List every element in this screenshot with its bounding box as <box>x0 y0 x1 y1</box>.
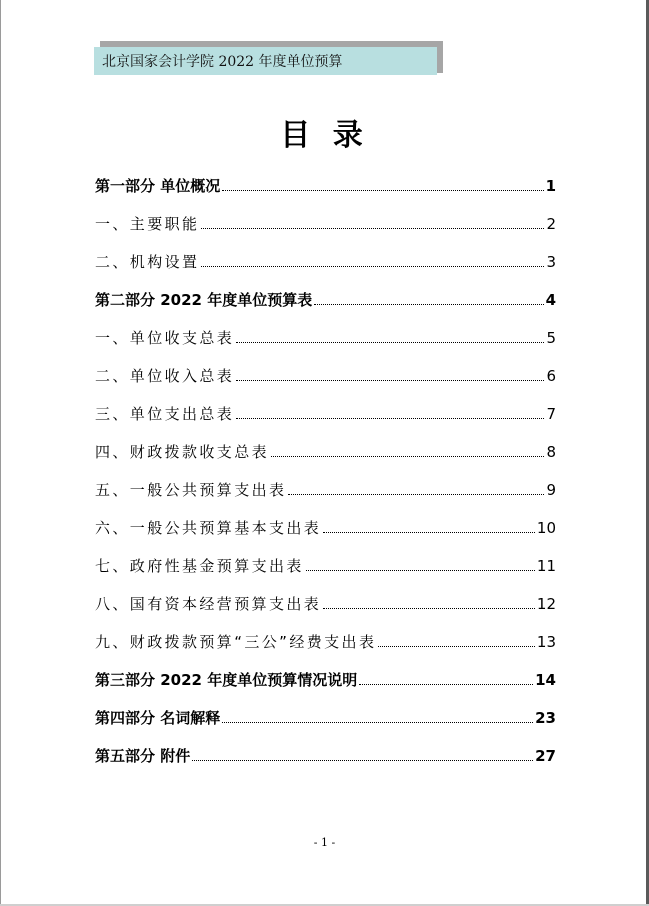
toc-entry-label: 五、一般公共预算支出表 <box>95 481 287 499</box>
toc-dot-leader <box>236 341 544 343</box>
toc-entry-label: 四、财政拨款收支总表 <box>95 443 270 461</box>
toc-entry[interactable] <box>95 628 556 652</box>
toc-page-number: 10 <box>536 519 556 537</box>
toc-dot-leader <box>236 417 544 419</box>
page-number: - 1 - <box>313 836 336 849</box>
toc-page-number: 13 <box>536 633 556 651</box>
toc-entry-label: 八、国有资本经营预算支出表 <box>95 595 322 613</box>
toc-entry-label: 第二部分 2022 年度单位预算表 <box>95 291 313 309</box>
toc-entry[interactable] <box>95 438 556 462</box>
toc-page-number: 8 <box>546 443 556 461</box>
toc-dot-leader <box>314 303 543 305</box>
toc-entry[interactable] <box>95 476 556 500</box>
toc-entry[interactable] <box>95 590 556 614</box>
toc-entry-label: 第一部分 单位概况 <box>95 177 221 195</box>
toc-page-number: 7 <box>546 405 556 423</box>
toc-page-number: 27 <box>535 747 556 765</box>
toc-page-number: 5 <box>546 329 556 347</box>
toc-entry[interactable] <box>95 210 556 234</box>
toc-entry-label: 三、单位支出总表 <box>95 405 235 423</box>
page-title: 目 录 <box>280 118 369 153</box>
toc-entry-label: 七、政府性基金预算支出表 <box>95 557 304 575</box>
toc-entry-label: 九、财政拨款预算“三公”经费支出表 <box>95 633 377 651</box>
toc-page-number: 9 <box>546 481 556 499</box>
toc-entry-label: 第五部分 附件 <box>95 747 191 765</box>
toc-dot-leader <box>378 645 535 647</box>
toc-entry-part-3[interactable] <box>95 666 556 690</box>
toc-dot-leader <box>323 531 535 533</box>
toc-entry[interactable] <box>95 362 556 386</box>
toc-entry-label: 二、单位收入总表 <box>95 367 235 385</box>
toc-entry-label: 二、机构设置 <box>95 253 200 271</box>
toc-entry-label: 六、一般公共预算基本支出表 <box>95 519 322 537</box>
toc-page-number: 11 <box>536 557 556 575</box>
toc-entry[interactable] <box>95 324 556 348</box>
toc-entry[interactable] <box>95 514 556 538</box>
toc-page-number: 14 <box>535 671 556 689</box>
toc-entry-part-5[interactable] <box>95 742 556 766</box>
toc-page-number: 23 <box>535 709 556 727</box>
toc-entry-label: 一、主要职能 <box>95 215 200 233</box>
toc-entry[interactable] <box>95 248 556 272</box>
toc-dot-leader <box>192 759 533 761</box>
toc-entry-part-2[interactable] <box>95 286 556 310</box>
toc-page-number: 1 <box>545 177 556 195</box>
header-banner-text: 北京国家会计学院 2022 年度单位预算 <box>102 54 343 70</box>
header-banner <box>94 47 437 75</box>
toc-page-number: 2 <box>546 215 556 233</box>
toc-entry-part-1[interactable] <box>95 172 556 196</box>
toc-dot-leader <box>288 493 544 495</box>
toc-dot-leader <box>359 683 533 685</box>
toc-page-number: 6 <box>546 367 556 385</box>
toc-dot-leader <box>323 607 535 609</box>
toc-entry-label: 一、单位收支总表 <box>95 329 235 347</box>
toc-entry[interactable] <box>95 552 556 576</box>
toc-dot-leader <box>236 379 544 381</box>
toc-dot-leader <box>222 189 543 191</box>
toc-dot-leader <box>222 721 533 723</box>
toc-dot-leader <box>201 227 544 229</box>
toc-page-number: 4 <box>545 291 556 309</box>
toc-dot-leader <box>306 569 535 571</box>
toc-page-number: 12 <box>536 595 556 613</box>
toc-entry-part-4[interactable] <box>95 704 556 728</box>
toc-page-number: 3 <box>546 253 556 271</box>
toc-entry-label: 第三部分 2022 年度单位预算情况说明 <box>95 671 358 689</box>
toc-entry-label: 第四部分 名词解释 <box>95 709 221 727</box>
toc-dot-leader <box>271 455 544 457</box>
toc-dot-leader <box>201 265 544 267</box>
toc-entry[interactable] <box>95 400 556 424</box>
